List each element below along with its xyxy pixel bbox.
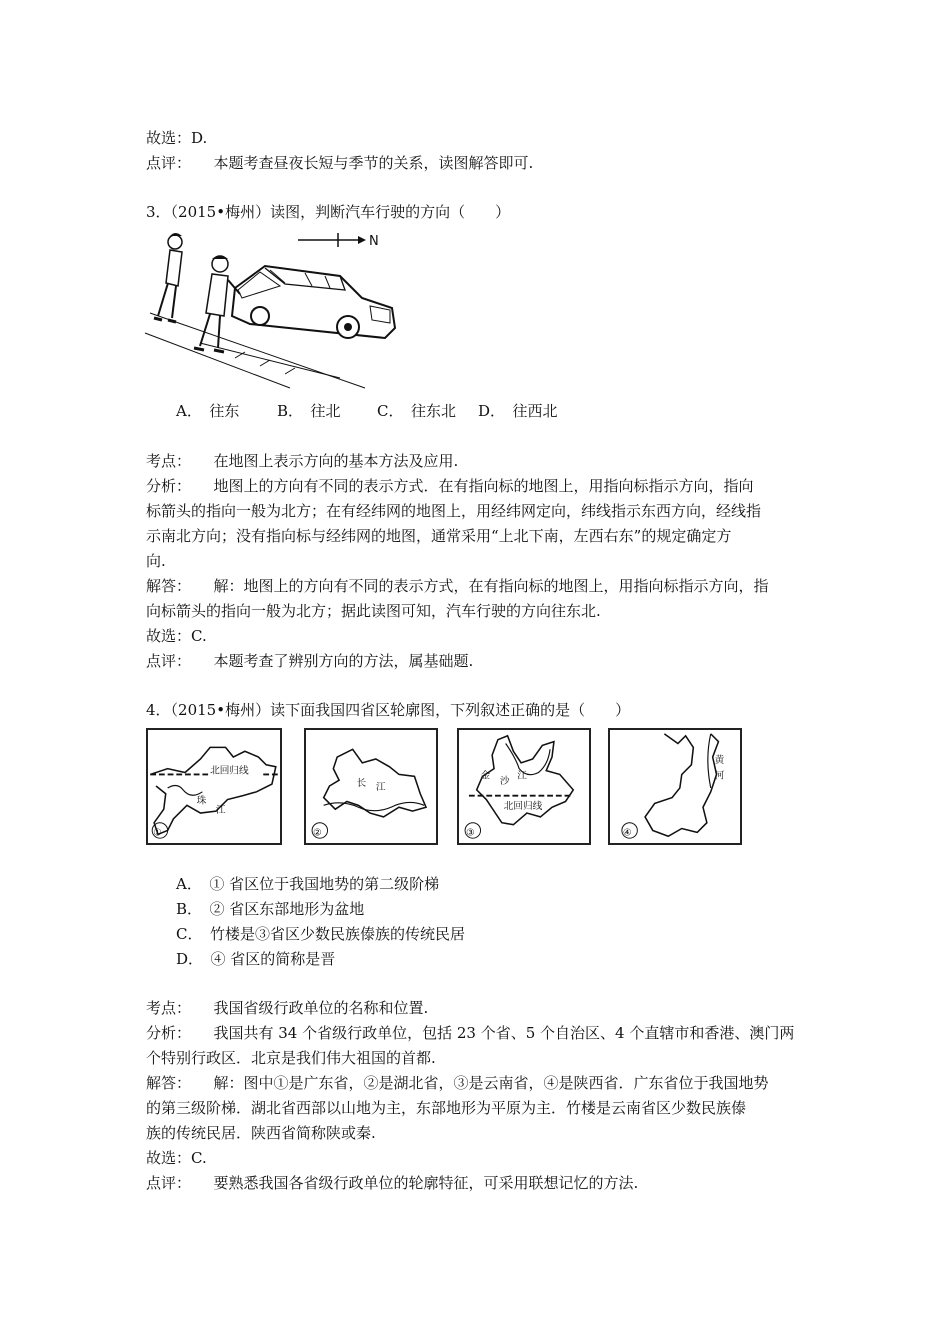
map3-river-label-c: 江: [517, 770, 527, 782]
q3-jieda-2: 向标箭头的指向一般为北方；据此读图可知，汽车行驶的方向往东北.: [146, 602, 601, 620]
q4-jieda-1: 解答： 解：图中①是广东省，②是湖北省，③是云南省，④是陕西省．广东省位于我国地势: [146, 1074, 769, 1092]
q3-option-c: C． 往东北: [377, 402, 456, 420]
map4-river-label-a: 黄: [714, 754, 725, 766]
map4-river-label-b: 河: [714, 770, 725, 782]
map-hubei: [304, 728, 438, 845]
map2-river-label-b: 江: [375, 781, 386, 793]
q2-comment-line: 点评： 本题考查昼夜长短与季节的关系，读图解答即可.: [146, 154, 534, 172]
map4-number: ④: [622, 827, 632, 839]
map1-river-label-b: 江: [215, 805, 226, 817]
q4-fenxi-1: 分析： 我国共有 34 个省级行政单位，包括 23 个省、5 个自治区、4 个直辖市和香港、澳门两: [146, 1024, 795, 1042]
q4-option-b: B． ② 省区东部地形为盆地: [176, 900, 365, 918]
map-guangdong: [146, 728, 282, 845]
map-shaanxi: [608, 728, 742, 845]
map1-river-label-a: 珠: [196, 795, 207, 807]
q3-fenxi-4: 向.: [146, 552, 166, 570]
map2-number: ②: [313, 827, 322, 839]
q3-option-b: B． 往北: [277, 402, 341, 420]
q4-stem: 4．（2015•梅州）读下面我国四省区轮廓图，下列叙述正确的是（ ）: [146, 701, 631, 719]
q4-answer-line: 故选：C.: [146, 1149, 207, 1167]
q2-answer-line: 故选：D.: [146, 129, 208, 147]
q3-fenxi-1: 分析： 地图上的方向有不同的表示方式．在有指向标的地图上，用指向标指示方向，指向: [146, 477, 754, 495]
map3-tropic-label: 北回归线: [503, 801, 543, 813]
map3-river-label-b: 沙: [499, 776, 510, 788]
map1-number: ①: [153, 827, 162, 839]
q4-option-d: D． ④ 省区的简称是晋: [176, 950, 336, 968]
q3-fenxi-2: 标箭头的指向一般为北方；在有经纬网的地图上，用经纬网定向，纬线指示东西方向，经线指: [146, 502, 762, 520]
q4-kaodian: 考点： 我国省级行政单位的名称和位置.: [146, 999, 429, 1017]
car-direction-figure: [140, 228, 400, 390]
q4-fenxi-2: 个特别行政区．北京是我们伟大祖国的首都.: [146, 1049, 436, 1067]
q4-comment-line: 点评： 要熟悉我国各省级行政单位的轮廓特征，可采用联想记忆的方法.: [146, 1174, 639, 1192]
q4-option-a: A． ① 省区位于我国地势的第二级阶梯: [176, 875, 440, 893]
north-label: N: [369, 234, 379, 249]
q3-option-a: A． 往东: [176, 402, 240, 420]
q3-stem: 3．（2015•梅州）读图，判断汽车行驶的方向（ ）: [146, 203, 511, 221]
q4-jieda-2: 的第三级阶梯．湖北省西部以山地为主，东部地形为平原为主．竹楼是云南省区少数民族傣: [146, 1099, 747, 1117]
map2-river-label-a: 长: [356, 778, 367, 790]
map-yunnan: [457, 728, 591, 845]
map1-tropic-label: 北回归线: [210, 765, 249, 777]
q3-option-d: D． 往西北: [478, 402, 558, 420]
map3-number: ③: [466, 827, 475, 839]
q3-kaodian: 考点： 在地图上表示方向的基本方法及应用.: [146, 452, 459, 470]
q3-comment-line: 点评： 本题考查了辨别方向的方法，属基础题.: [146, 652, 474, 670]
q3-fenxi-3: 示南北方向；没有指向标与经纬网的地图，通常采用“上北下南，左西右东”的规定确定方: [146, 527, 732, 545]
q4-option-c: C． 竹楼是③省区少数民族傣族的传统民居: [176, 925, 465, 943]
q4-jieda-3: 族的传统民居．陕西省简称陕或秦.: [146, 1124, 376, 1142]
map3-river-label-a: 金: [480, 770, 491, 782]
q3-jieda-1: 解答： 解：地图上的方向有不同的表示方式，在有指向标的地图上，用指向标指示方向，指: [146, 577, 769, 595]
q3-answer-line: 故选：C.: [146, 627, 207, 645]
car-scene-drawing: [140, 228, 400, 390]
